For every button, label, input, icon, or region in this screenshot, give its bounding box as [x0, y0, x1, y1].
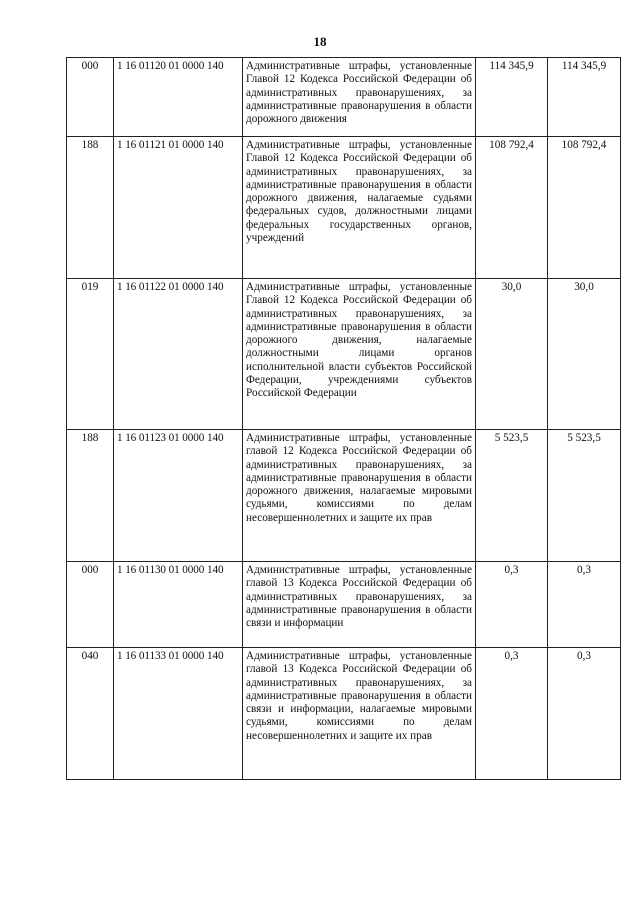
revenue-name-cell: Административные штрафы, установленные Главой 12 Кодекса Российской Федерации об административных правонарушениях, за административные правонарушения в области дорожного движения	[243, 58, 476, 137]
table-row	[67, 430, 621, 562]
admin-code-cell: 188	[67, 137, 114, 279]
admin-code-cell: 040	[67, 648, 114, 780]
revenue-name-cell: Административные штрафы, установленные Главой 12 Кодекса Российской Федерации об административных правонарушениях, за административные правонарушения в области дорожного движения, налагаемые должностными лицами органов исполнительной власти субъектов Российской Федерации, учреждениями субъектов Российской Федерации	[243, 279, 476, 430]
amount-cell: 108 792,4	[548, 137, 621, 279]
budget-code-cell: 1 16 01122 01 0000 140	[114, 279, 243, 430]
budget-code-cell: 1 16 01133 01 0000 140	[114, 648, 243, 780]
amount-cell: 0,3	[476, 562, 548, 648]
budget-code-cell: 1 16 01130 01 0000 140	[114, 562, 243, 648]
amount-cell: 0,3	[476, 648, 548, 780]
amount-cell: 0,3	[548, 562, 621, 648]
admin-code-cell: 000	[67, 562, 114, 648]
amount-cell: 5 523,5	[548, 430, 621, 562]
amount-cell: 30,0	[476, 279, 548, 430]
budget-code-cell: 1 16 01120 01 0000 140	[114, 58, 243, 137]
revenue-name-cell: Административные штрафы, установленные главой 12 Кодекса Российской Федерации об административных правонарушениях, за административные правонарушения в области дорожного движения, налагаемые мировыми судьями, комиссиями по делам несовершеннолетних и защите их прав	[243, 430, 476, 562]
revenue-name-cell: Административные штрафы, установленные главой 13 Кодекса Российской Федерации об административных правонарушениях, за административные правонарушения в области связи и информации, налагаемые мировыми судьями, комиссиями по делам несовершеннолетних и защите их прав	[243, 648, 476, 780]
table-row	[67, 562, 621, 648]
table-row	[67, 648, 621, 780]
admin-code-cell: 188	[67, 430, 114, 562]
budget-revenue-table	[66, 57, 621, 780]
budget-code-cell: 1 16 01123 01 0000 140	[114, 430, 243, 562]
amount-cell: 108 792,4	[476, 137, 548, 279]
amount-cell: 114 345,9	[476, 58, 548, 137]
page-number: 18	[313, 34, 327, 49]
admin-code-cell: 019	[67, 279, 114, 430]
revenue-name-cell: Административные штрафы, установленные главой 13 Кодекса Российской Федерации об административных правонарушениях, за административные правонарушения в области связи и информации	[243, 562, 476, 648]
budget-code-cell: 1 16 01121 01 0000 140	[114, 137, 243, 279]
table-body	[67, 58, 621, 780]
admin-code-cell: 000	[67, 58, 114, 137]
table-row	[67, 137, 621, 279]
table-row	[67, 279, 621, 430]
amount-cell: 30,0	[548, 279, 621, 430]
amount-cell: 114 345,9	[548, 58, 621, 137]
amount-cell: 0,3	[548, 648, 621, 780]
table-row	[67, 58, 621, 137]
revenue-name-cell: Административные штрафы, установленные Главой 12 Кодекса Российской Федерации об административных правонарушениях, за административные правонарушения в области дорожного движения, налагаемые судьями федеральных судов, должностными лицами федеральных государственных органов, учреждений	[243, 137, 476, 279]
amount-cell: 5 523,5	[476, 430, 548, 562]
